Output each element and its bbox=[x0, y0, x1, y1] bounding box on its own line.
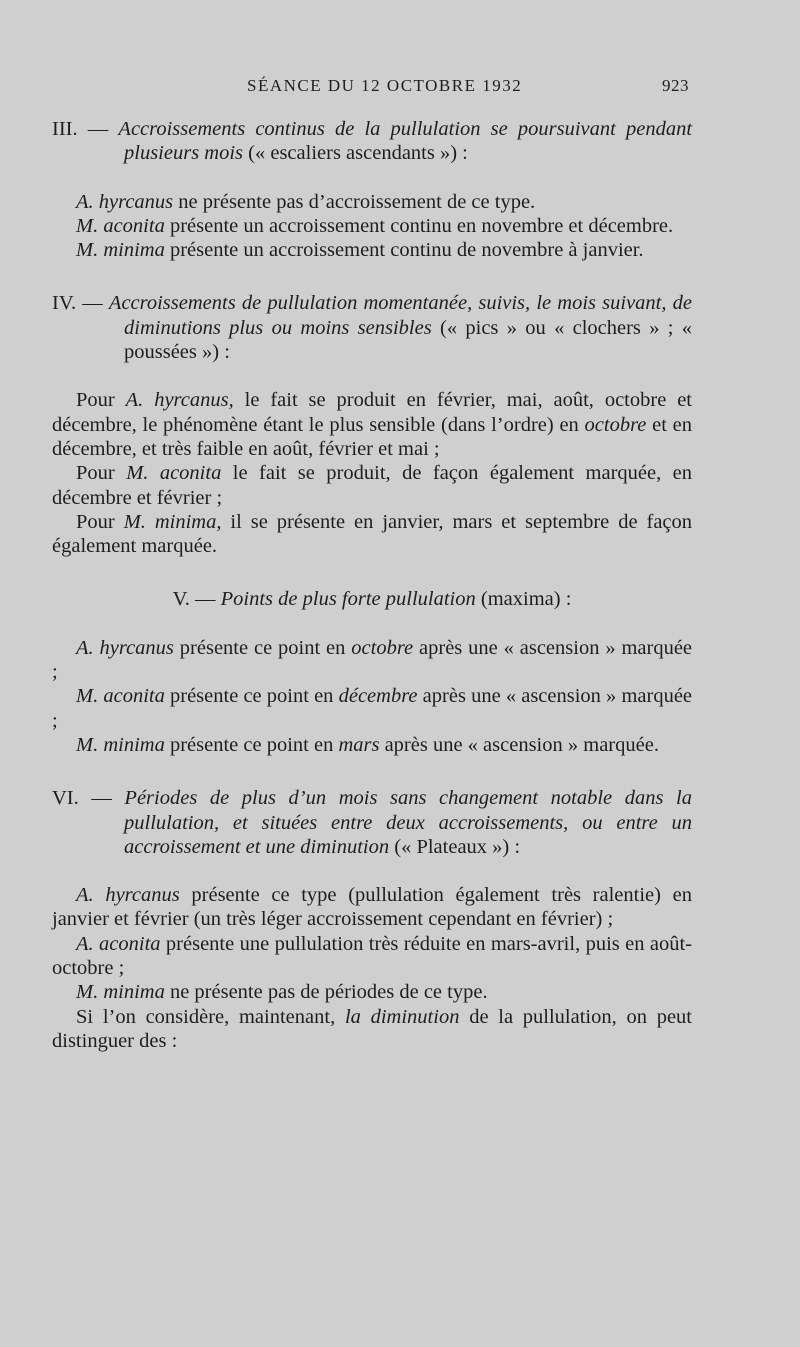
paragraph bbox=[52, 214, 692, 238]
emphasis: mars bbox=[338, 733, 380, 756]
paragraph-text: présente un accroissement continu en novembre et décembre. bbox=[169, 214, 674, 237]
running-header bbox=[0, 72, 800, 102]
emphasis: la diminution bbox=[344, 1005, 460, 1028]
section-heading-3 bbox=[52, 117, 692, 166]
section-title: Points de plus forte pullulation bbox=[220, 588, 476, 611]
paragraph bbox=[52, 883, 692, 932]
section-number: IV. — bbox=[52, 292, 103, 315]
paragraph bbox=[52, 238, 692, 262]
species-name: M. minima bbox=[76, 981, 165, 1004]
spacer bbox=[52, 364, 692, 388]
paragraph-text: présente un accroissement continu de novembre à janvier. bbox=[169, 239, 644, 262]
page-number: 923 bbox=[662, 76, 689, 95]
section-heading-5 bbox=[52, 587, 692, 611]
spacer bbox=[52, 558, 692, 587]
paragraph-text: présente une pullulation très réduite en mars-avril, puis en août-octobre ; bbox=[52, 932, 692, 980]
emphasis: octobre bbox=[351, 636, 414, 659]
section-heading-4 bbox=[52, 291, 692, 364]
section-tail: (maxima) : bbox=[480, 588, 572, 611]
species-name: A. hyrcanus bbox=[76, 190, 174, 213]
closing-paragraph: Si l’on considère, maintenant, la diminution de la pullulation, on peut distinguer des : bbox=[52, 1005, 693, 1052]
section-title: Accroissements de pullulation momentanée, suivis, le mois suivant, de diminutions plus ou moins sensibles bbox=[108, 292, 692, 339]
species-name: A. hyrcanus bbox=[76, 636, 174, 659]
spacer bbox=[52, 166, 692, 190]
paragraph-text: ne présente pas de périodes de ce type. bbox=[169, 981, 488, 1004]
species-name: M. minima bbox=[76, 733, 165, 756]
species-name: A. aconita bbox=[76, 932, 161, 955]
section-number: V. — bbox=[172, 588, 216, 611]
spacer bbox=[52, 757, 692, 786]
paragraph bbox=[52, 932, 692, 981]
paragraph: A. hyrcanus présente ce point en octobre après une « ascension » marquée ; bbox=[52, 636, 693, 684]
section-number: III. — bbox=[52, 118, 109, 140]
paragraph: Pour M. aconita le fait se produit, de façon également marquée, en décembre et février ; bbox=[52, 462, 693, 509]
species-name: M. minima, bbox=[123, 510, 222, 533]
spacer bbox=[52, 612, 692, 636]
section-tail: (« escaliers ascendants ») : bbox=[248, 142, 468, 165]
emphasis: octobre bbox=[584, 413, 647, 436]
species-name: M. aconita bbox=[76, 685, 165, 708]
paragraph bbox=[52, 980, 692, 1004]
species-name: M. aconita bbox=[76, 214, 165, 237]
paragraph bbox=[52, 190, 692, 214]
section-number: VI. — bbox=[52, 787, 112, 810]
paragraph: Pour M. minima, il se présente en janvier, mars et septembre de façon également marquée. bbox=[52, 510, 693, 558]
running-title: SÉANCE DU 12 OCTOBRE 1932 bbox=[247, 76, 523, 95]
paragraph: M. aconita présente ce point en décembre après une « ascension » marquée ; bbox=[52, 685, 693, 732]
body-text bbox=[52, 117, 692, 1053]
section-tail: (« pics » ou « clochers » ; « poussées ») : bbox=[124, 316, 693, 364]
section-title: Périodes de plus d’un mois sans changement notable dans la pullulation, et situées entre deux accroissements, ou entre un accroissement et une diminution bbox=[124, 787, 692, 858]
paragraph: M. minima présente ce point en mars après une « ascension » marquée. bbox=[76, 733, 659, 756]
paragraph: Pour A. hyrcanus, le fait se produit en février, mai, août, octobre et décembre, le phénomène étant le plus sensible (dans l’ordre) en octobre et en décembre, et très faible en août, février et mai ; bbox=[52, 389, 693, 460]
paragraph-text: ne présente pas d’accroissement de ce type. bbox=[178, 190, 536, 213]
section-tail: (« Plateaux ») : bbox=[394, 835, 521, 858]
species-name: A. hyrcanus, bbox=[125, 389, 234, 412]
species-name: M. aconita bbox=[126, 462, 222, 485]
section-heading-6 bbox=[52, 786, 692, 859]
emphasis: décembre bbox=[338, 685, 418, 708]
section-title: Accroissements continus de la pullulation se poursuivant pendant plusieurs mois bbox=[118, 118, 693, 165]
spacer bbox=[52, 859, 692, 883]
spacer bbox=[52, 262, 692, 291]
species-name: A. hyrcanus bbox=[76, 884, 180, 907]
species-name: M. minima bbox=[76, 239, 165, 262]
paragraph-text: présente ce type (pullulation également très ralentie) en janvier et février (un très léger accroissement cependant en février) ; bbox=[52, 884, 692, 931]
